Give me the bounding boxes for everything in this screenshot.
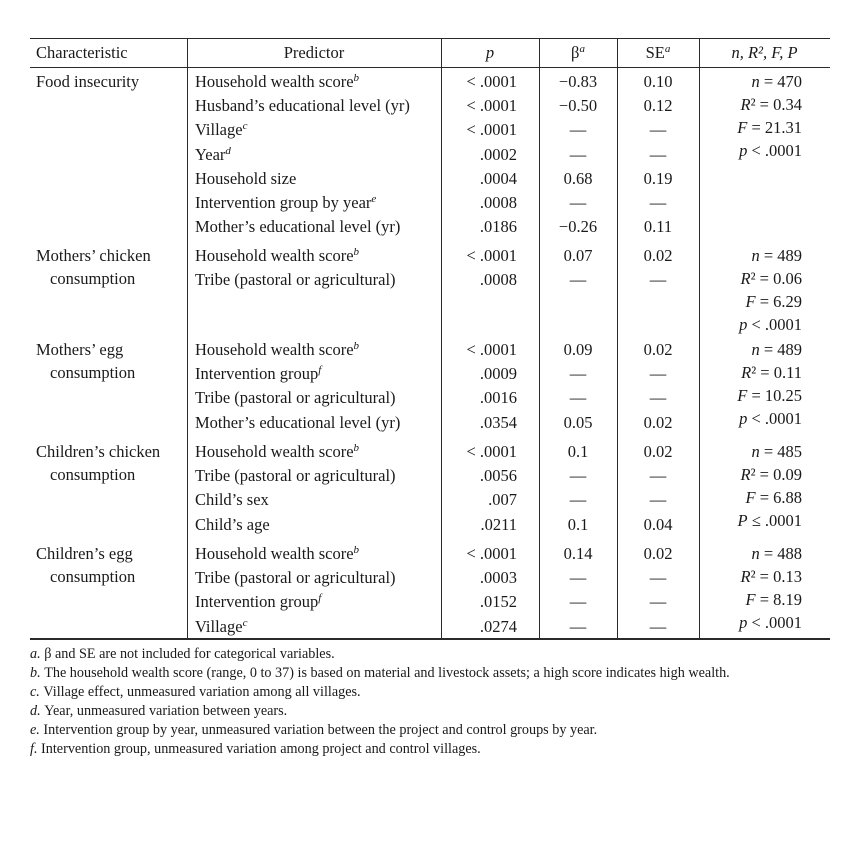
p-value-cell: < .0001 — [466, 246, 517, 265]
predictor-cell — [195, 513, 270, 537]
table-top-rule — [30, 38, 830, 39]
footnote-letter: b. — [30, 665, 45, 681]
stat-variable: F — [745, 292, 756, 311]
stat-variable: F — [745, 590, 756, 609]
beta-cell: — — [569, 144, 587, 164]
predictor-label: Tribe (pastoral or agricultural) — [195, 270, 396, 290]
header-beta-label: β — [571, 43, 580, 62]
header-beta-footnote-mark: a — [579, 43, 585, 55]
stat-value: < .0001 — [747, 409, 802, 428]
footnote-letter: f. — [30, 741, 42, 757]
model-stat — [699, 313, 802, 337]
model-stat — [699, 611, 802, 635]
beta-cell: −0.50 — [558, 96, 598, 116]
header-se — [617, 41, 699, 65]
stat-value: ² = 0.13 — [750, 567, 802, 586]
se-cell: — — [649, 270, 667, 290]
predictor-cell — [195, 590, 321, 614]
stat-variable: p — [739, 141, 748, 160]
predictor-label: Household wealth score — [195, 246, 354, 265]
stat-value: = 470 — [759, 72, 802, 91]
model-stat — [699, 588, 802, 612]
p-value-cell: < .0001 — [466, 96, 517, 116]
se-cell: 0.19 — [643, 168, 673, 188]
predictor-label: Household wealth score — [195, 544, 354, 563]
footnote — [30, 740, 830, 759]
se-cell: — — [649, 120, 667, 140]
model-stat — [699, 267, 802, 291]
se-cell: 0.02 — [643, 340, 673, 359]
beta-cell: — — [569, 592, 587, 612]
stat-value: = 21.31 — [747, 118, 802, 137]
model-stat — [699, 486, 802, 510]
footnote-text: Year, unmeasured variation between years. — [44, 703, 288, 719]
se-cell: 0.10 — [643, 72, 673, 91]
predictor-cell — [195, 488, 269, 512]
model-stat — [699, 542, 802, 566]
header-characteristic: Characteristic — [36, 43, 128, 62]
stat-value: = 10.25 — [747, 386, 802, 405]
header-p: p — [485, 43, 495, 62]
footnote — [30, 645, 830, 664]
p-value-cell: .0186 — [479, 217, 517, 237]
predictor-cell — [195, 191, 376, 215]
model-stat — [699, 139, 802, 163]
footnote-mark: b — [353, 442, 360, 454]
footnote-mark: b — [353, 72, 360, 84]
model-stat — [699, 384, 802, 408]
header-se-label: SE — [645, 43, 665, 62]
predictor-label: Household wealth score — [195, 72, 354, 91]
predictor-cell — [195, 143, 231, 167]
beta-cell: — — [569, 193, 587, 212]
footnote-mark: b — [353, 340, 360, 352]
footnote-mark: f — [318, 592, 322, 605]
p-value-cell: .007 — [488, 490, 517, 510]
stat-variable: F — [737, 118, 748, 137]
stat-value: < .0001 — [747, 613, 802, 632]
stat-value: = 489 — [759, 340, 802, 359]
predictor-cell — [195, 167, 296, 191]
stat-value: = 489 — [759, 246, 802, 265]
stat-variable: n — [751, 72, 760, 91]
p-value-cell: .0152 — [479, 592, 517, 612]
predictor-cell — [195, 338, 359, 362]
footnote-mark: c — [242, 616, 248, 629]
p-value-cell: .0008 — [479, 193, 517, 212]
predictor-label: Household wealth score — [195, 442, 354, 461]
model-stat — [699, 565, 802, 589]
predictor-cell — [195, 411, 400, 435]
model-stat — [699, 509, 802, 533]
model-stat — [699, 93, 802, 117]
predictor-cell — [195, 244, 359, 268]
beta-cell: 0.14 — [563, 544, 593, 563]
stat-variable: p — [739, 409, 748, 428]
stat-value: = 6.88 — [755, 488, 802, 507]
p-value-cell: < .0001 — [466, 120, 517, 140]
predictor-label: Mother’s educational level (yr) — [195, 217, 401, 237]
beta-cell: 0.1 — [567, 514, 589, 534]
predictor-label: Village — [195, 616, 243, 636]
se-cell: — — [649, 616, 667, 636]
footnote-text: Village effect, unmeasured variation among all villages. — [43, 684, 361, 700]
stat-variable: R — [740, 567, 751, 586]
predictor-cell — [195, 70, 359, 94]
footnote-text: Intervention group by year, unmeasured variation between the project and control groups by year. — [43, 722, 598, 738]
footnote — [30, 702, 830, 721]
footnote — [30, 721, 830, 740]
beta-cell: −0.26 — [558, 217, 598, 237]
footnote — [30, 664, 830, 683]
predictor-label: Child’s sex — [195, 490, 269, 510]
predictor-label: Household size — [195, 168, 297, 188]
stat-variable: n — [751, 544, 760, 563]
predictor-label: Village — [195, 120, 243, 140]
model-stat — [699, 440, 802, 464]
footnote-mark: e — [371, 193, 377, 205]
stat-value: = 488 — [759, 544, 802, 563]
footnote-mark: b — [353, 544, 360, 556]
se-cell: — — [649, 144, 667, 164]
beta-cell: — — [569, 490, 587, 510]
stat-variable: R — [740, 269, 751, 288]
stat-variable: R — [741, 363, 752, 382]
characteristic-label: consumption — [50, 363, 136, 382]
stat-value: ² = 0.09 — [750, 465, 802, 484]
predictor-cell — [195, 268, 396, 292]
beta-cell: 0.68 — [563, 168, 593, 188]
predictor-cell — [195, 215, 400, 239]
model-stat — [699, 290, 802, 314]
p-value-cell: .0016 — [479, 388, 517, 408]
footnote-mark: f — [318, 364, 322, 377]
header-predictor: Predictor — [283, 43, 345, 62]
footnote-text: The household wealth score (range, 0 to 37) is based on material and livestock assets; a high score indicates high wealth. — [44, 665, 730, 681]
predictor-label: Tribe (pastoral or agricultural) — [195, 568, 396, 588]
stat-variable: F — [737, 386, 748, 405]
header-rule — [30, 67, 830, 68]
stat-value: = 6.29 — [755, 292, 802, 311]
se-cell: 0.02 — [643, 544, 673, 563]
predictor-label: Year — [195, 144, 226, 164]
p-value-cell: < .0001 — [466, 442, 517, 461]
beta-cell: 0.05 — [563, 412, 593, 432]
characteristic-label: consumption — [50, 465, 136, 484]
header-se-footnote-mark: a — [664, 43, 671, 55]
footnote-text: β and SE are not included for categorical variables. — [44, 646, 335, 662]
stat-value: = 8.19 — [755, 590, 802, 609]
characteristic-label: consumption — [50, 567, 136, 586]
predictor-cell — [195, 542, 359, 566]
predictor-cell — [195, 386, 396, 410]
stat-variable: p — [739, 315, 748, 334]
stat-variable: P — [737, 511, 748, 530]
footnote-mark: c — [242, 120, 248, 133]
footnote-letter: d. — [30, 703, 45, 719]
predictor-label: Tribe (pastoral or agricultural) — [195, 388, 396, 408]
p-value-cell: .0008 — [479, 270, 517, 290]
header-model-stats: n, R², F, P — [731, 43, 798, 62]
predictor-cell — [195, 464, 396, 488]
predictor-label: Husband’s educational level (yr) — [195, 96, 410, 116]
beta-cell: 0.1 — [567, 442, 589, 461]
model-stat — [699, 244, 802, 268]
p-value-cell: .0002 — [479, 144, 517, 164]
se-cell: — — [649, 388, 667, 408]
model-stat — [699, 338, 802, 362]
stat-variable: R — [740, 465, 751, 484]
model-stat — [699, 361, 802, 385]
p-value-cell: < .0001 — [466, 72, 517, 91]
beta-cell: — — [569, 616, 587, 636]
stat-variable: F — [745, 488, 756, 507]
beta-cell: — — [569, 364, 587, 384]
model-stat — [699, 116, 802, 140]
stat-variable: R — [740, 95, 751, 114]
predictor-cell — [195, 362, 321, 386]
model-stat — [699, 463, 802, 487]
stat-value: < .0001 — [747, 141, 802, 160]
stat-value: ² = 0.34 — [750, 95, 802, 114]
predictor-label: Intervention group — [195, 592, 319, 612]
predictor-label: Tribe (pastoral or agricultural) — [195, 466, 396, 486]
beta-cell: — — [569, 466, 587, 486]
beta-cell: — — [569, 120, 587, 140]
se-cell: 0.02 — [643, 246, 673, 265]
p-value-cell: .0009 — [479, 364, 517, 384]
footnote-letter: c. — [30, 684, 44, 700]
footnote-text: Intervention group, unmeasured variation among project and control villages. — [41, 741, 481, 757]
se-cell: — — [649, 466, 667, 486]
footnote-mark: b — [353, 246, 360, 258]
model-stat — [699, 407, 802, 431]
predictor-cell — [195, 440, 359, 464]
stat-variable: n — [751, 246, 760, 265]
predictor-label: Intervention group — [195, 364, 319, 384]
p-value-cell: .0004 — [479, 168, 517, 188]
stat-variable: n — [751, 340, 760, 359]
beta-cell: 0.09 — [563, 340, 593, 359]
se-cell: 0.02 — [643, 442, 673, 461]
footnote-letter: e. — [30, 722, 44, 738]
characteristic-label: consumption — [50, 269, 136, 288]
se-cell: — — [649, 592, 667, 612]
beta-cell: 0.07 — [563, 246, 593, 265]
se-cell: — — [649, 193, 667, 212]
p-value-cell: .0056 — [479, 466, 517, 486]
p-value-cell: .0274 — [479, 616, 517, 636]
stat-variable: p — [739, 613, 748, 632]
beta-cell: — — [569, 568, 587, 588]
se-cell: 0.12 — [643, 96, 673, 116]
se-cell: — — [649, 364, 667, 384]
stat-value: ≤ .0001 — [747, 511, 802, 530]
predictor-cell — [195, 566, 396, 590]
stat-value: < .0001 — [747, 315, 802, 334]
beta-cell: −0.83 — [558, 72, 598, 91]
footnote-letter: a. — [30, 646, 45, 662]
table-bottom-rule — [30, 638, 830, 640]
characteristic-label: Children’s egg — [36, 544, 133, 563]
se-cell: — — [649, 490, 667, 510]
se-cell: — — [649, 568, 667, 588]
characteristic-label: Mothers’ egg — [36, 340, 124, 359]
header-beta — [539, 41, 617, 65]
predictor-label: Child’s age — [195, 514, 270, 534]
predictor-label: Household wealth score — [195, 340, 354, 359]
column-divider — [187, 38, 188, 638]
footnotes — [30, 645, 830, 759]
predictor-cell — [195, 94, 410, 118]
se-cell: 0.11 — [643, 217, 673, 237]
predictor-cell — [195, 118, 247, 142]
characteristic-label: Children’s chicken — [36, 442, 161, 461]
model-stat — [699, 70, 802, 94]
stat-value: = 485 — [759, 442, 802, 461]
stat-value: ² = 0.11 — [751, 363, 802, 382]
beta-cell: — — [569, 270, 587, 290]
se-cell: 0.02 — [643, 412, 673, 432]
predictor-label: Mother’s educational level (yr) — [195, 412, 401, 432]
stat-variable: n — [751, 442, 760, 461]
p-value-cell: .0003 — [479, 568, 517, 588]
p-value-cell: < .0001 — [466, 544, 517, 563]
p-value-cell: .0354 — [479, 412, 517, 432]
footnote-mark: d — [225, 144, 231, 157]
footnote — [30, 683, 830, 702]
beta-cell: — — [569, 388, 587, 408]
characteristic-label: Mothers’ chicken — [36, 246, 151, 265]
predictor-label: Intervention group by year — [195, 193, 372, 212]
se-cell: 0.04 — [643, 514, 673, 534]
p-value-cell: < .0001 — [466, 340, 517, 359]
p-value-cell: .0211 — [480, 514, 517, 534]
stat-value: ² = 0.06 — [750, 269, 802, 288]
characteristic-label: Food insecurity — [36, 72, 140, 91]
predictor-cell — [195, 615, 247, 639]
